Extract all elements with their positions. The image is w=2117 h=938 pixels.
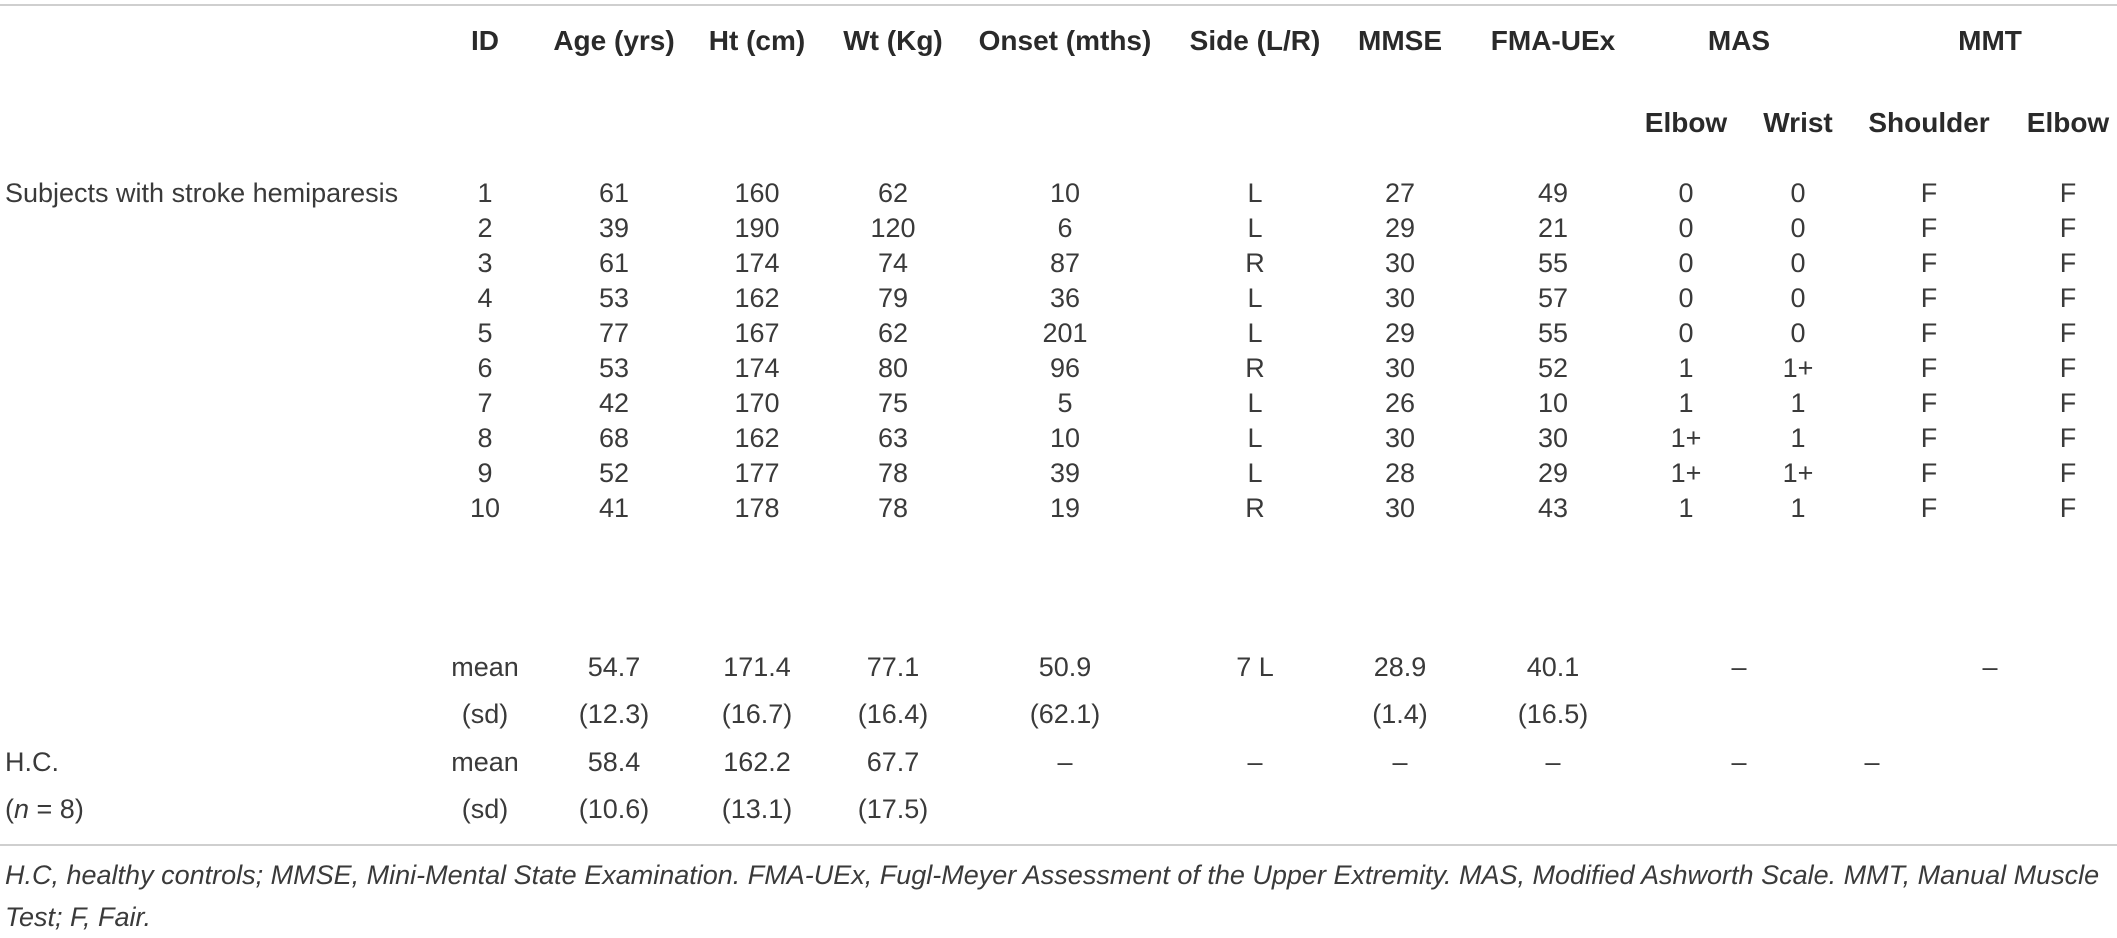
hc-mean-mmt: – [1864,747,1880,777]
cell-mmse: 26 [1384,388,1416,418]
cell-mmse: 28 [1384,458,1416,488]
cell-mas-wrist: 0 [1790,318,1806,348]
cell-fma: 30 [1537,423,1569,453]
cell-mmt-shoulder: F [1920,213,1938,243]
cell-mmse: 30 [1384,423,1416,453]
cell-onset: 5 [1057,388,1073,418]
header-fma: FMA-UEx [1490,25,1616,56]
cell-fma: 49 [1537,178,1569,208]
cell-mmse: 30 [1384,493,1416,523]
stroke-sd-label: (sd) [461,699,509,729]
group-label-hc: H.C. [5,747,59,777]
cell-mmt-elbow: F [2059,213,2077,243]
cell-wt: 78 [877,458,909,488]
stroke-mean-label: mean [451,652,519,682]
cell-fma: 10 [1537,388,1569,418]
hc-mean-mmse: – [1392,747,1408,777]
cell-mmt-shoulder: F [1920,458,1938,488]
hc-mean-label: mean [451,747,519,777]
cell-ht: 162 [734,283,780,313]
cell-id: 9 [477,458,493,488]
stroke-sd-age: (12.3) [578,699,650,729]
cell-side: R [1245,493,1265,523]
cell-mmt-shoulder: F [1920,353,1938,383]
cell-side: L [1247,178,1263,208]
cell-wt: 62 [877,178,909,208]
cell-wt: 80 [877,353,909,383]
cell-id: 1 [477,178,493,208]
cell-mas-wrist: 1 [1790,493,1806,523]
cell-mmse: 29 [1384,213,1416,243]
cell-mmt-elbow: F [2059,493,2077,523]
cell-side: L [1247,318,1263,348]
cell-onset: 36 [1049,283,1081,313]
cell-ht: 167 [734,318,780,348]
cell-mas-elbow: 0 [1678,318,1694,348]
cell-age: 53 [598,283,630,313]
cell-mas-elbow: 0 [1678,283,1694,313]
hc-mean-age: 58.4 [587,747,641,777]
cell-id: 7 [477,388,493,418]
hc-sd-label: (sd) [461,794,509,824]
cell-wt: 63 [877,423,909,453]
cell-side: L [1247,423,1263,453]
cell-mas-wrist: 1 [1790,388,1806,418]
cell-mmt-elbow: F [2059,248,2077,278]
cell-onset: 39 [1049,458,1081,488]
cell-wt: 79 [877,283,909,313]
cell-mas-elbow: 1+ [1670,423,1702,453]
cell-mas-elbow: 1 [1678,353,1694,383]
table-bottom-rule [0,844,2117,846]
cell-mmt-shoulder: F [1920,423,1938,453]
cell-mmt-shoulder: F [1920,178,1938,208]
group-label-hc-n [5,793,84,825]
cell-age: 77 [598,318,630,348]
cell-id: 2 [477,213,493,243]
cell-id: 3 [477,248,493,278]
stroke-mean-mmt: – [1982,652,1998,682]
header-mas: MAS [1707,25,1771,56]
header-mmt: MMT [1958,25,2022,56]
table-top-rule [0,4,2117,6]
cell-mas-wrist: 1 [1790,423,1806,453]
cell-side: L [1247,388,1263,418]
cell-age: 61 [598,178,630,208]
cell-onset: 87 [1049,248,1081,278]
cell-fma: 43 [1537,493,1569,523]
cell-age: 68 [598,423,630,453]
stroke-mean-wt: 77.1 [866,652,920,682]
header-side: Side (L/R) [1189,25,1321,56]
cell-mmt-elbow: F [2059,283,2077,313]
cell-mas-elbow: 0 [1678,248,1694,278]
hc-mean-ht: 162.2 [723,747,791,777]
cell-fma: 52 [1537,353,1569,383]
cell-mmt-shoulder: F [1920,493,1938,523]
header-mmt-elbow: Elbow [2026,107,2110,138]
cell-age: 41 [598,493,630,523]
cell-mmt-elbow: F [2059,458,2077,488]
hc-sd-ht: (13.1) [721,794,793,824]
cell-age: 39 [598,213,630,243]
cell-mas-wrist: 0 [1790,178,1806,208]
cell-mas-wrist: 1+ [1782,353,1814,383]
cell-fma: 55 [1537,318,1569,348]
cell-ht: 162 [734,423,780,453]
stroke-sd-ht: (16.7) [721,699,793,729]
stroke-sd-fma: (16.5) [1517,699,1589,729]
cell-fma: 29 [1537,458,1569,488]
cell-onset: 6 [1057,213,1073,243]
cell-mas-wrist: 0 [1790,283,1806,313]
header-onset: Onset (mths) [978,25,1152,56]
cell-mmt-shoulder: F [1920,283,1938,313]
cell-wt: 74 [877,248,909,278]
cell-mmse: 30 [1384,248,1416,278]
cell-fma: 55 [1537,248,1569,278]
table-footnote: H.C, healthy controls; MMSE, Mini-Mental State Examination. FMA-UEx, Fugl-Meyer Assessment of the Upper Extremity. MAS, Modified Ashworth Scale. MMT, Manual Muscle Test; F, Fair. [5,860,2100,932]
cell-wt: 75 [877,388,909,418]
cell-ht: 178 [734,493,780,523]
cell-id: 5 [477,318,493,348]
cell-age: 52 [598,458,630,488]
cell-mas-elbow: 1 [1678,388,1694,418]
cell-id: 6 [477,353,493,383]
hc-mean-wt: 67.7 [866,747,920,777]
cell-side: L [1247,283,1263,313]
cell-ht: 160 [734,178,780,208]
cell-id: 4 [477,283,493,313]
cell-ht: 177 [734,458,780,488]
hc-sd-wt: (17.5) [857,794,929,824]
cell-ht: 174 [734,353,780,383]
hc-mean-side: – [1247,747,1263,777]
cell-id: 8 [477,423,493,453]
cell-side: L [1247,458,1263,488]
cell-onset: 201 [1042,318,1088,348]
stroke-mean-fma: 40.1 [1526,652,1580,682]
cell-mas-elbow: 1 [1678,493,1694,523]
cell-mmt-shoulder: F [1920,248,1938,278]
cell-mmt-elbow: F [2059,423,2077,453]
cell-onset: 19 [1049,493,1081,523]
header-mas-elbow: Elbow [1644,107,1728,138]
cell-wt: 78 [877,493,909,523]
header-wt: Wt (Kg) [843,25,943,56]
header-age: Age (yrs) [553,25,675,56]
header-mmt-shoulder: Shoulder [1868,107,1990,138]
cell-mmse: 30 [1384,283,1416,313]
cell-mas-elbow: 0 [1678,178,1694,208]
group-label-stroke: Subjects with stroke hemiparesis [5,178,399,208]
cell-wt: 120 [870,213,916,243]
stroke-mean-mas: – [1731,652,1747,682]
cell-mmt-shoulder: F [1920,318,1938,348]
cell-mmt-elbow: F [2059,388,2077,418]
hc-sd-age: (10.6) [578,794,650,824]
cell-mas-elbow: 0 [1678,213,1694,243]
header-id: ID [471,25,499,56]
cell-onset: 96 [1049,353,1081,383]
cell-mas-elbow: 1+ [1670,458,1702,488]
stroke-mean-ht: 171.4 [723,652,791,682]
stroke-mean-mmse: 28.9 [1373,652,1427,682]
hc-n-open: ( [5,794,14,824]
stroke-sd-mmse: (1.4) [1372,699,1428,729]
cell-side: R [1245,248,1265,278]
cell-id: 10 [469,493,501,523]
cell-side: R [1245,353,1265,383]
cell-onset: 10 [1049,178,1081,208]
stroke-mean-age: 54.7 [587,652,641,682]
cell-mmse: 29 [1384,318,1416,348]
cell-fma: 57 [1537,283,1569,313]
cell-ht: 170 [734,388,780,418]
cell-onset: 10 [1049,423,1081,453]
header-ht: Ht (cm) [708,25,806,56]
hc-mean-mas: – [1731,747,1747,777]
stroke-mean-side: 7 L [1236,652,1274,682]
cell-mas-wrist: 0 [1790,248,1806,278]
hc-n-rest: = 8) [29,794,84,824]
hc-mean-onset: – [1057,747,1073,777]
cell-ht: 174 [734,248,780,278]
cell-side: L [1247,213,1263,243]
cell-mmt-elbow: F [2059,178,2077,208]
cell-mmt-shoulder: F [1920,388,1938,418]
cell-mas-wrist: 0 [1790,213,1806,243]
header-mas-wrist: Wrist [1763,107,1833,138]
hc-n-symbol: n [14,794,30,824]
cell-ht: 190 [734,213,780,243]
hc-mean-fma: – [1545,747,1561,777]
stroke-mean-onset: 50.9 [1038,652,1092,682]
cell-age: 53 [598,353,630,383]
cell-mmt-elbow: F [2059,318,2077,348]
cell-mmt-elbow: F [2059,353,2077,383]
cell-age: 61 [598,248,630,278]
stroke-sd-onset: (62.1) [1029,699,1101,729]
cell-mas-wrist: 1+ [1782,458,1814,488]
cell-mmse: 30 [1384,353,1416,383]
cell-age: 42 [598,388,630,418]
cell-fma: 21 [1537,213,1569,243]
cell-mmse: 27 [1384,178,1416,208]
cell-wt: 62 [877,318,909,348]
header-mmse: MMSE [1358,25,1442,56]
stroke-sd-wt: (16.4) [857,699,929,729]
